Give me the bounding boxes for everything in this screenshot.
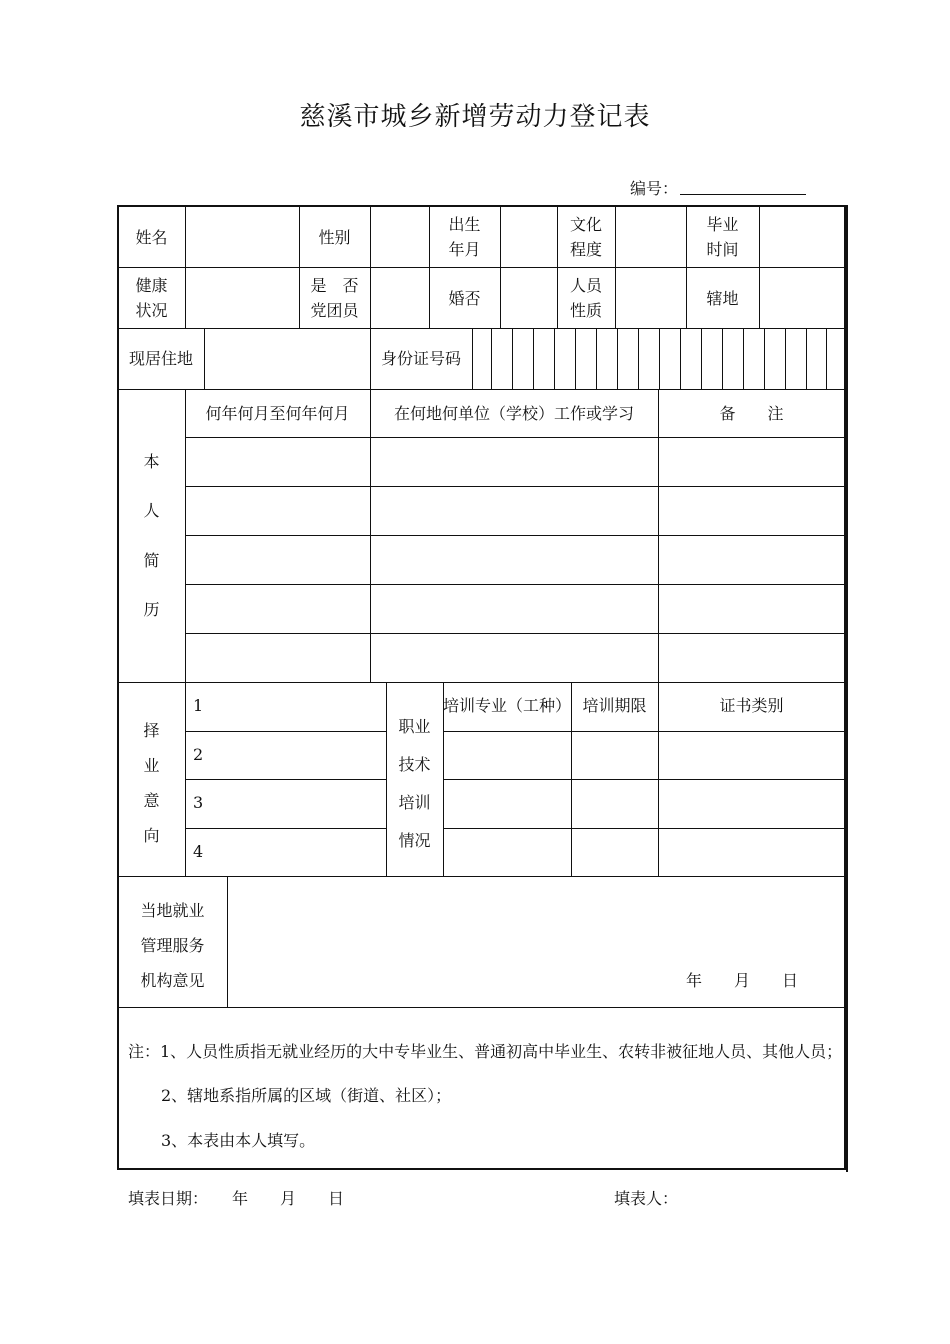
career-side-label-3: 意: [143, 791, 160, 810]
label-person-type-1: 人员: [569, 276, 602, 295]
opinion-date: 年 月 日: [686, 971, 799, 990]
row-divider: [185, 486, 845, 487]
input-party[interactable]: [371, 268, 428, 327]
input-gender[interactable]: [371, 207, 428, 266]
col-divider: [658, 389, 659, 682]
label-education-1: 文化: [569, 215, 602, 234]
label-party-1: 是 否: [310, 276, 359, 295]
label-district: 辖地: [706, 289, 739, 308]
label-birth-1: 出生: [448, 215, 481, 234]
resume-side-label-3: 简: [143, 551, 160, 570]
career-side-label-2: 业: [143, 756, 160, 775]
fill-date: 填表日期： 年 月 日: [128, 1189, 345, 1208]
training-side-label-4: 情况: [398, 831, 431, 850]
label-name: 姓名: [135, 228, 168, 247]
serial-number-field[interactable]: [680, 194, 806, 195]
input-person-type[interactable]: [616, 268, 685, 327]
input-id-number[interactable]: [473, 329, 844, 388]
note-3: 3、本表由本人填写。: [161, 1131, 316, 1150]
label-graduation-1: 毕业: [706, 215, 739, 234]
col-divider: [370, 389, 371, 682]
training-side-label-3: 培训: [398, 793, 431, 812]
career-option-3[interactable]: 3: [193, 793, 204, 812]
career-option-2[interactable]: 2: [193, 745, 204, 764]
row-divider: [185, 731, 386, 732]
label-person-type-2: 性质: [569, 301, 602, 320]
resume-side-label-1: 本: [143, 452, 160, 471]
row-divider: [443, 779, 845, 780]
opinion-label-2: 管理服务: [140, 936, 205, 955]
training-header-major: 培训专业（工种）: [443, 696, 572, 715]
resume-side-label-4: 历: [143, 600, 160, 619]
input-name[interactable]: [186, 207, 298, 266]
resume-header-unit: 在何地何单位（学校）工作或学习: [393, 404, 634, 423]
input-education[interactable]: [616, 207, 685, 266]
note-1: 注：1、人员性质指无就业经历的大中专毕业生、普通初高中毕业生、农转非被征地人员、其他人员；: [128, 1042, 843, 1061]
row-divider: [185, 437, 845, 438]
label-gender: 性别: [318, 228, 351, 247]
row-divider: [118, 682, 845, 683]
input-graduation[interactable]: [760, 207, 844, 266]
training-header-duration: 培训期限: [582, 696, 647, 715]
resume-side-label-2: 人: [143, 501, 160, 520]
label-birth-2: 年月: [448, 240, 481, 259]
resume-header-period: 何年何月至何年何月: [205, 404, 350, 423]
label-party-2: 党团员: [310, 301, 359, 320]
opinion-input[interactable]: [228, 877, 844, 973]
input-address[interactable]: [205, 329, 369, 388]
row-divider: [185, 779, 386, 780]
training-header-certificate: 证书类别: [719, 696, 784, 715]
filler-label: 填表人：: [614, 1189, 679, 1208]
training-side-label-2: 技术: [398, 755, 431, 774]
row-divider: [118, 1007, 845, 1008]
row-divider: [443, 828, 845, 829]
row-divider: [185, 584, 845, 585]
input-birth[interactable]: [501, 207, 556, 266]
input-district[interactable]: [760, 268, 844, 327]
form-shadow-edge: [846, 205, 848, 1172]
opinion-label-3: 机构意见: [140, 971, 205, 990]
label-address: 现居住地: [128, 349, 193, 368]
row-divider: [185, 535, 845, 536]
career-side-label-4: 向: [143, 826, 160, 845]
opinion-label-1: 当地就业: [140, 901, 205, 920]
label-health-1: 健康: [135, 276, 168, 295]
input-marriage[interactable]: [501, 268, 556, 327]
label-graduation-2: 时间: [706, 240, 739, 259]
row-divider: [118, 389, 845, 390]
row-divider: [443, 731, 845, 732]
career-option-1[interactable]: 1: [193, 696, 204, 715]
label-health-2: 状况: [135, 301, 168, 320]
label-marriage: 婚否: [448, 289, 481, 308]
label-id-number: 身份证号码: [380, 349, 461, 368]
label-education-2: 程度: [569, 240, 602, 259]
career-option-4[interactable]: 4: [193, 842, 204, 861]
col-divider: [185, 389, 186, 682]
row-divider: [185, 828, 386, 829]
resume-header-remark: 备 注: [719, 404, 784, 423]
training-side-label-1: 职业: [398, 717, 431, 736]
serial-number-label: 编号：: [630, 179, 679, 198]
career-side-label-1: 择: [143, 721, 160, 740]
col-divider: [185, 682, 186, 876]
page-title: 慈溪市城乡新增劳动力登记表: [299, 102, 651, 132]
note-2: 2、辖地系指所属的区域（街道、社区）；: [161, 1086, 452, 1105]
input-health[interactable]: [186, 268, 298, 327]
row-divider: [185, 633, 845, 634]
